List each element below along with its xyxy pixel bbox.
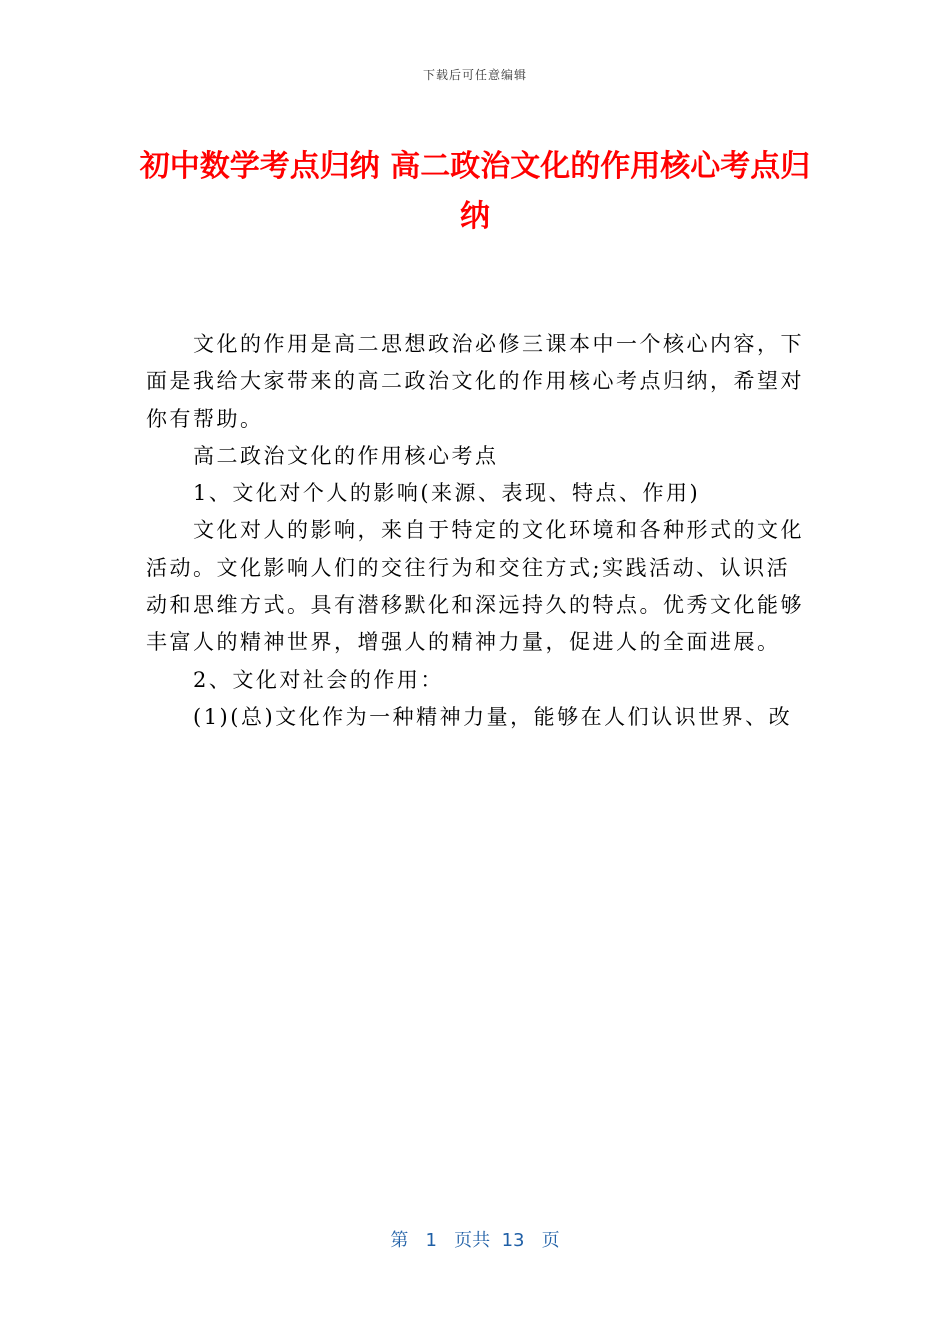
footer-prefix: 第 <box>390 1230 409 1251</box>
paragraph-point-2-heading: 2、文化对社会的作用： <box>193 667 444 692</box>
total-pages: 13 <box>501 1230 525 1251</box>
paragraph-point-1-heading: 1、文化对个人的影响(来源、表现、特点、作用) <box>193 481 701 506</box>
header-note: 下载后可任意编辑 <box>422 68 527 82</box>
footer-middle: 页共 <box>454 1230 491 1251</box>
document-title: 初中数学考点归纳 高二政治文化的作用核心考点归纳 <box>139 149 811 234</box>
current-page-number: 1 <box>425 1230 437 1251</box>
paragraph-intro: 文化的作用是高二思想政治必修三课本中一个核心内容，下面是我给大家带来的高二政治文化的作用核心考点归纳，希望对你有帮助。 <box>146 332 804 431</box>
paragraph-point-2-sub-1: (1)(总)文化作为一种精神力量，能够在人们认识世界、改 <box>193 704 793 729</box>
footer-suffix: 页 <box>541 1230 560 1251</box>
page-footer <box>0 1226 950 1252</box>
document-body <box>146 326 806 736</box>
paragraph-point-1-body: 文化对人的影响，来自于特定的文化环境和各种形式的文化活动。文化影响人们的交往行为和交往方式;实践活动、认识活动和思维方式。具有潜移默化和深远持久的特点。优秀文化能够丰富人的精神世界，增强人的精神力量，促进人的全面进展。 <box>146 518 804 655</box>
paragraph-section-heading: 高二政治文化的作用核心考点 <box>193 443 499 468</box>
